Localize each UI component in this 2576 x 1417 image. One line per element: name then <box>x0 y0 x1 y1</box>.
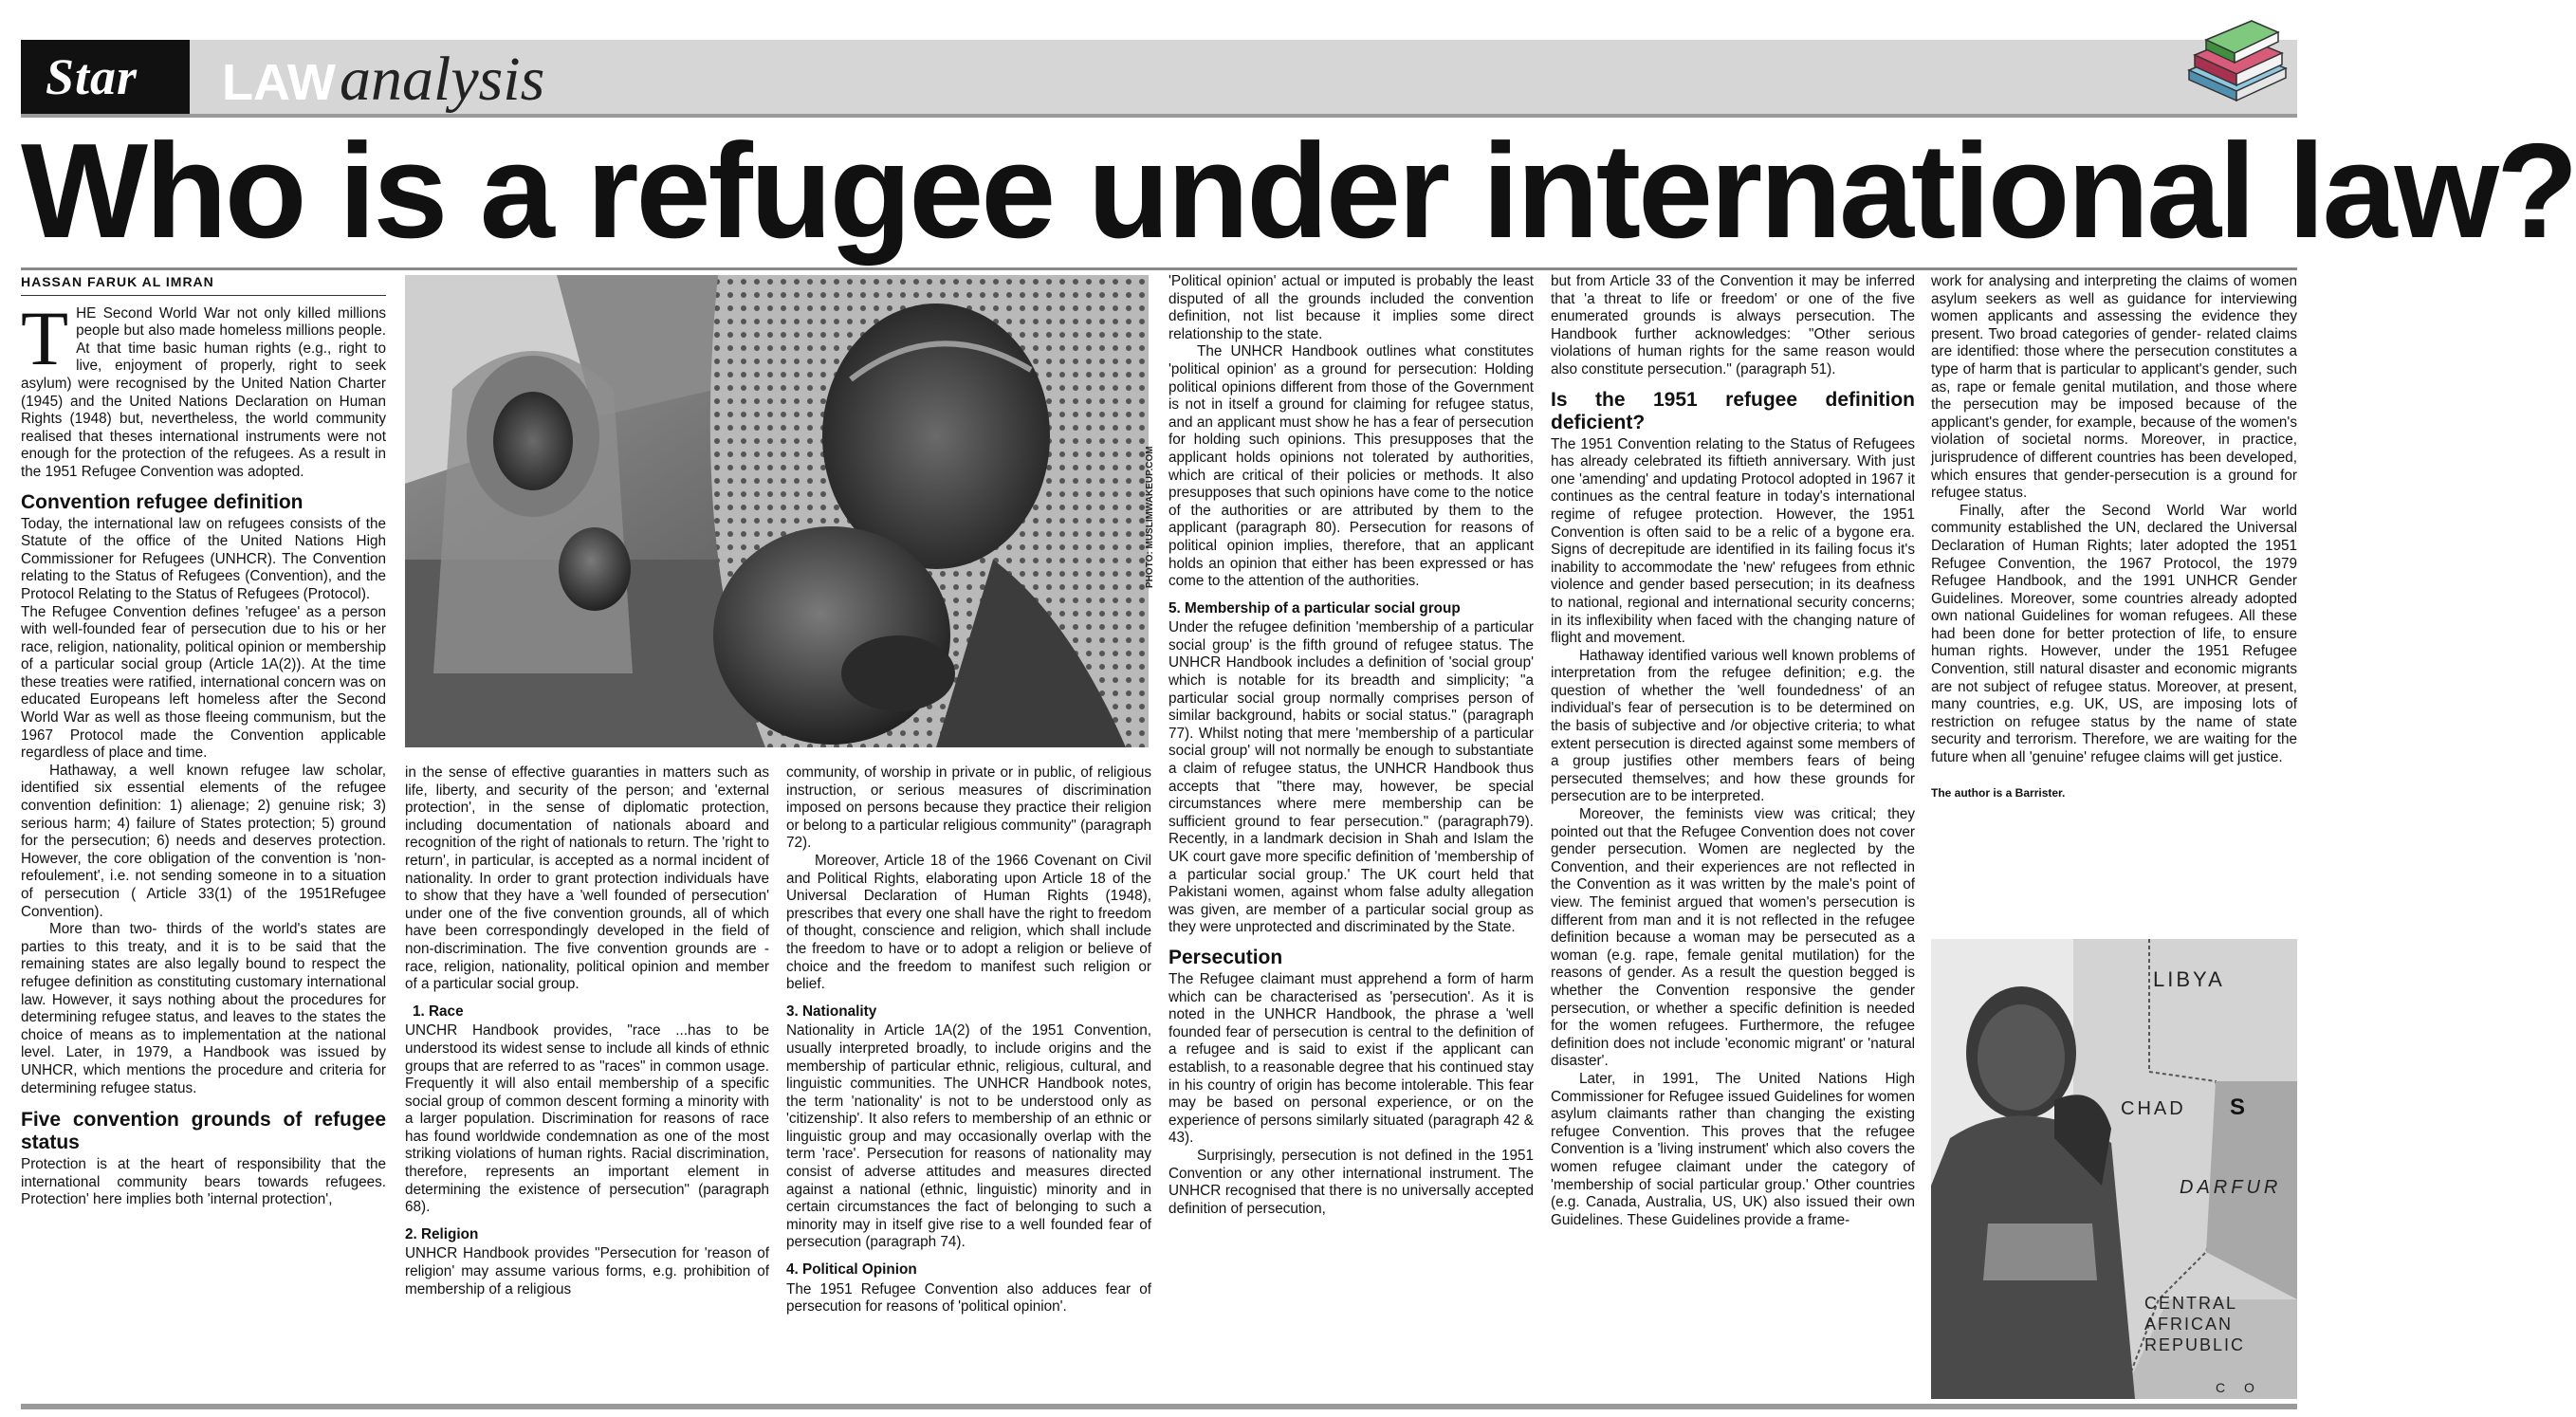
map-label-central: CENTRAL <box>2144 1294 2238 1313</box>
photo-credit: PHOTO: MUSLIMWAKEUP.COM <box>1145 446 1155 588</box>
paragraph: The Refugee Convention defines 'refugee' as a person with well-founded fear of persecution due to his or her race, religion, nationality, political opinion or membership of a particular social group (Article 1A(2)). At the time these treaties were ratified, international concern was on educated Europeans left homeless after the Second World War as well as those fleeing communism, but the 1967 Protocol made the Convention applicable regardless of place and time. <box>21 603 386 762</box>
refugee-photo <box>405 275 1149 747</box>
paragraph: More than two- thirds of the world's states are parties to this treaty, and it is to be said that the remaining states are also legally bound to respect the refugee definition as constituting customary international law. However, it says nothing about the procedures for determining refugee status, and leaves to the states the choice of means as to implementation at the national level. Later, in 1979, a Handbook was issued by UNHCR, which mentions the procedure and criteria for determining refugee status. <box>21 921 386 1096</box>
section-analysis: analysis <box>339 45 545 114</box>
paragraph: The 1951 Convention relating to the Status of Refugees has already celebrated its fiftieth anniversary. With just one 'amending' and updating Protocol adopted in 1967 it continues as the central feature in today's international regime of refugee protection. However, the 1951 Convention is often said to be a relic of a bygone era. Signs of decrepitude are identified in its failing focus it's inability to accommodate the 'new' refugees from ethnic violence and gender based persecution; in its deafness to national, regional and international security concerns; in its inflexibility when faced with the changing nature of flight and movement. <box>1551 435 1915 647</box>
heading-persecution: Persecution <box>1168 946 1283 968</box>
paragraph: The 1951 Refugee Convention also adduces fear of persecution for reasons of 'political opinion'. <box>786 1280 1151 1316</box>
dropcap: T <box>21 294 69 381</box>
paragraph: work for analysing and interpreting the claims of women asylum seekers as well as guidance for interviewing women applicants and assessing the evidence they present. Two broad categories of gender- related claims are identified: those where the persecution constitutes a type of harm that is particular to applicant's gender, such as, rape or female genital mutilation, and those where the persecution may be imposed because of the applicant's gender, for example, because of the women's violation of societal norms. Moreover, in practice, jurisprudence of different countries has been developed, which ensures that gender-persecution is a ground for refugee status. <box>1931 273 2297 502</box>
column-3 <box>786 764 1151 1316</box>
paragraph: but from Article 33 of the Convention it may be inferred that 'a threat to life or freedom' or one of the five enumerated grounds is always persecution. The Handbook further acknowledges: "Other serious violations of human rights for the same reason would also constitute persecution." (paragraph 51). <box>1551 273 1915 377</box>
paragraph: Moreover, the feminists view was critical; they pointed out that the Refugee Convention does not cover gender persecution. Women are neglected by the Convention, and their experiences are not reflected in the Convention as it was written by the male's point of view. The feminist argued that women's persecution is different from man and it is not reflected in the refugee definition because a woman may be persecuted as a woman (e.g. rape, female genital mutilation) for the reasons of gender. As a result the question begged is whether the Convention responsive the gender persecution, or whether a specific definition is needed for the women refugees. Furthermore, the refugee definition does not include 'economic migrant' or 'natural disaster'. <box>1551 806 1915 1070</box>
heading-race: 1. Race <box>413 1003 464 1020</box>
column-5 <box>1551 273 1915 1229</box>
headline: Who is a refugee under international law? <box>21 116 2576 267</box>
paragraph: The Refugee claimant must apprehend a form of harm which can be characterised as 'persecution'. As it is noted in the UNHCR Handbook, the phrase a 'well founded fear of persecution is central to the definition of a refugee and is said to exist if the applicant can establish, to a reasonable degree that his continued stay in his country of origin has become intolerable. This fear may be based on personal experience, or on the experience of persons similarly situated (paragraph 42 & 43). <box>1168 970 1534 1147</box>
paragraph: community, of worship in private or in public, of religious instruction, or serious measures of discrimination imposed on persons because they practice their religion or belong to a particular religious community" (paragraph 72). <box>786 764 1151 852</box>
star-logo: Star <box>21 40 190 114</box>
author-note: The author is a Barrister. <box>1931 785 2066 800</box>
darfur-map-image <box>1931 939 2297 1399</box>
bottom-rule <box>21 1404 2297 1409</box>
paragraph: Nationality in Article 1A(2) of the 1951 Convention, usually interpreted broadly, to include origins and the membership of particular ethnic, religious, cultural, and linguistic communities. The UNHCR Handbook notes, the term 'nationality' is not to be understood only as 'citizenship'. It also refers to membership of an ethnic or linguistic group and may occasionally overlap with the term 'race'. Persecution for reasons of nationality may consist of adverse attitudes and measures directed against a national (ethnic, linguistic) minority and in certain circumstances the fact of belonging to such a minority may in itself give rise to a well founded fear of persecution (paragraph 74). <box>786 1022 1151 1251</box>
paragraph: UNCHR Handbook provides, "race ...has to be understood its widest sense to include all kinds of ethnic groups that are referred to as "races" in common usage. Frequently it will also entail membership of a specific social group of common descent forming a minority with a larger population. Discrimination for reasons of race has found worldwide condemnation as one of the most striking violations of human rights. Racial discrimination, therefore, represents an important element in determining the existence of persecution" (paragraph 68). <box>405 1022 769 1216</box>
byline: HASSAN FARUK AL IMRAN <box>21 273 386 296</box>
column-4 <box>1168 273 1534 1218</box>
map-label-african: AFRICAN <box>2144 1315 2234 1334</box>
heading-social-group: 5. Membership of a particular social group <box>1168 599 1461 616</box>
paragraph: Later, in 1991, The United Nations High Commissioner for Refugee issued Guidelines for women asylum claimants rather than changing the existing refugee Convention. This proves that the refugee Convention is a 'living instrument' which also covers the women refugee claimant under the category of 'membership of social particular group.' Other countries (e.g. Canada, Australia, US, UK) also issued their own Guidelines. These Guidelines provide a frame- <box>1551 1070 1915 1228</box>
paragraph: Hathaway, a well known refugee law scholar, identified six essential elements of the refugee convention definition: 1) alienage; 2) genuine risk; 3) serious harm; 4) failure of States protection; 5) ground for the persecution; 6) needs and deserves protection. However, the core obligation of the convention is 'non-refoulement', i.e. not sending someone in to a situation of persecution ( Article 33(1) of the 1951Refugee Convention). <box>21 762 386 920</box>
paragraph: The UNHCR Handbook outlines what constitutes 'political opinion' as a ground for persecution: Holding political opinions different from those of the Government is not in itself a ground for claiming for refugee status, and an applicant must show he has a fear of persecution for holding such opinions. This presupposes that the applicant holds opinions not tolerated by authorities, which are critical of their policies or methods. It also presupposes that such opinions have come to the notice of the authorities or are attributed by them to the applicant (paragraph 80). Persecution for reasons of political opinion implies, therefore, that an applicant holds an opinion that either has been expressed or has come to the attention of the authorities. <box>1168 343 1534 590</box>
masthead <box>21 40 2297 118</box>
column-2 <box>405 764 769 1298</box>
books-icon <box>2180 11 2293 116</box>
paragraph: Protection is at the heart of responsibility that the international community bears towards refugees. Protection' here implies both 'internal protection', <box>21 1156 386 1208</box>
column-1 <box>21 273 386 1209</box>
paragraph: Finally, after the Second World War world community established the UN, declared the Universal Declaration of Human Rights; later adopted the 1951 Refugee Convention, the 1967 Protocol, the 1979 Refugee Handbook, and the 1991 UNHCR Gender Guidelines. Moreover, some countries already adopted own national Guidelines for woman refugees. All these had been done for better protection of life, to ensure human rights. However, under the 1951 Refugee Convention, still natural disaster and economic migrants are not subject of refugee status. Moreover, at present, many countries, e.g. UK, US, are imposing lots of restriction on refugee status by the name of state security and terrorism. Therefore, we are waiting for the future when all 'genuine' refugee claims will get justice. <box>1931 502 2297 766</box>
paragraph: Surprisingly, persecution is not defined in the 1951 Convention or any other international instrument. The UNHCR recognised that there is no universally accepted definition of persecution, <box>1168 1147 1534 1217</box>
refugee-photo-image <box>405 275 1149 747</box>
paragraph: Under the refugee definition 'membership of a particular social group' is the fifth ground of refugee status. The UNHCR Handbook includes a definition of 'social group' which is notable for its breadth and simplicity; "a particular social group normally comprises person of similar background, habits or social status." (paragraph 77). Whilst noting that mere 'membership of a particular social group' will not normally be enough to substantiate a claim of refugee status, the UNHCR Handbook thus accepts that "there may, however, be special circumstances where mere membership can be sufficient ground to fear persecution." (paragraph79). Recently, in a landmark decision in Shah and Islam the UK court gave more specific definition of 'membership of a particular social group.' The UK court held that Pakistani women, against whom false adulty allegation was given, are member of a particular social group as they were unprotected and discriminated by the State. <box>1168 619 1534 936</box>
headline-rule <box>21 267 2297 270</box>
map-label-republic: REPUBLIC <box>2144 1335 2246 1354</box>
heading-religion: 2. Religion <box>405 1225 479 1242</box>
paragraph: Today, the international law on refugees consists of the Statute of the office of the United Nations High Commissioner for Refugees (UNHCR). The Convention relating to the Status of Refugees (Convention), and the Protocol Relating to the Status of Refugees (Protocol). <box>21 515 386 602</box>
heading-nationality: 3. Nationality <box>786 1003 877 1020</box>
paragraph: in the sense of effective guaranties in matters such as life, liberty, and security of the person; and 'external protection', in the sense of diplomatic protection, including documentation of nationals aboard and recognition of the right of nationals to return. The 'right to return', in particular, is accepted as a normal incident of nationality. In order to grant protection individuals have to show that they have a 'well founded of persecution' under one of the five convention grounds, all of which have been correspondingly developed in the field of non-discrimination. The five convention grounds are - race, religion, nationality, political opinion and member of a particular social group. <box>405 764 769 993</box>
heading-political-opinion: 4. Political Opinion <box>786 1261 917 1279</box>
map-label-chad: CHAD <box>2121 1098 2186 1119</box>
intro-paragraph: THE Second World War not only killed millions people but also made homeless millions people. At that time basic human rights (e.g., right to live, enjoyment of properly, right to seek asylum) were recognised by the United Nation Charter (1945) and the United Nations Declaration on Human Rights (1948) but, nevertheless, the world community realised that theses international instruments were not enough for the protection of the refugees. As a result in the 1951 Refugee Convention was adopted. <box>21 294 386 480</box>
section-label <box>222 40 544 114</box>
paragraph: Moreover, Article 18 of the 1966 Covenant on Civil and Political Rights, elaborating upon Article 18 of the Universal Declaration of Human Rights (1948), prescribes that every one shall have the right to freedom of thought, conscience and religion, which shall include the freedom to have or to adopt a religion or believe of choice and the freedom to manifest such religion or belief. <box>786 852 1151 993</box>
paragraph: Hathaway identified various well known problems of interpretation from the refugee definition; e.g. the question of whether the 'well foundedness' of an individual's fear of persecution is to be determined on the basis of subjective and /or objective criteria; to what extent persecution is directed against some members of a group justifies other members fears of being persecuted themselves; and how these grounds for persecution are to be interpreted. <box>1551 647 1915 805</box>
map-label-co: C O <box>2216 1380 2262 1395</box>
paragraph: 'Political opinion' actual or imputed is probably the least disputed of all the grounds included the convention definition, not list because it implies some direct relationship to the state. <box>1168 273 1534 342</box>
darfur-map-photo <box>1931 939 2297 1399</box>
heading-convention-definition: Convention refugee definition <box>21 490 304 513</box>
section-law: LAW <box>222 54 336 111</box>
map-label-s: S <box>2230 1095 2246 1120</box>
heading-five-grounds: Five convention grounds of refugee status <box>21 1109 386 1154</box>
paragraph: UNHCR Handbook provides "Persecution for 'reason of religion' may assume various forms, e.g. prohibition of membership of a religious <box>405 1245 769 1297</box>
map-label-darfur: DARFUR <box>2180 1177 2282 1198</box>
column-6 <box>1931 273 2297 801</box>
heading-definition-deficient: Is the 1951 refugee definition deficient? <box>1551 388 1915 433</box>
map-label-libya: LIBYA <box>2153 967 2225 991</box>
